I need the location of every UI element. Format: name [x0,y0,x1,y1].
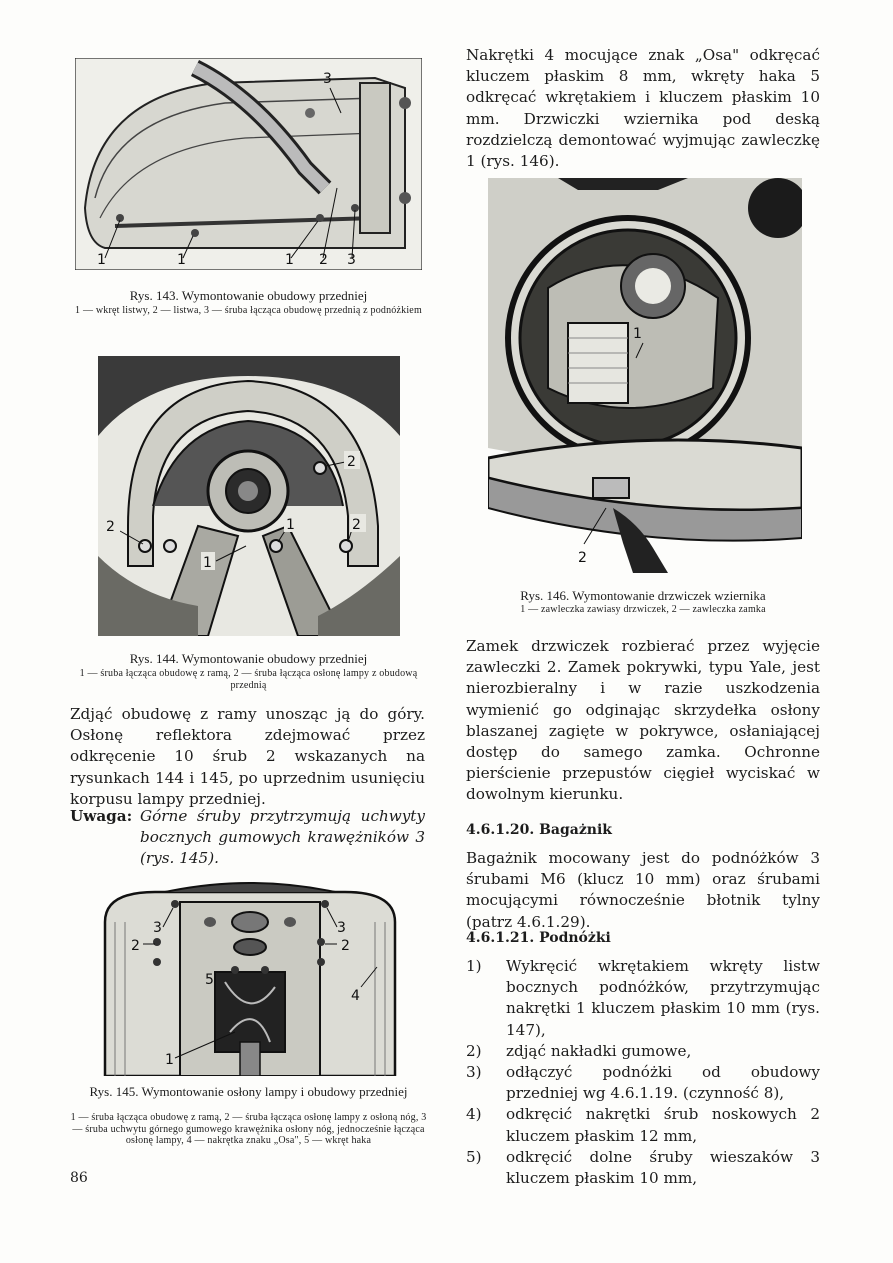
fig145-legend: 1 — śruba łącząca obudowę z ramą, 2 — śruba łącząca osłonę lampy z osłoną nóg, 3 — śruba uchwytu górnego gumowego krawężnika osłony nóg, jednocześnie łącząca osłonę lampy, 4 — nakrętka znaku „Osa", 5 — wkręt haka [70,1112,427,1146]
fig144-label: 2 [347,454,356,470]
section-heading-footrests: 4.6.1.21. Podnóżki [466,930,611,946]
figure-143-image [75,58,422,270]
fig144-legend: 1 — śruba łącząca obudowę z ramą, 2 — śruba łącząca osłonę lampy z obudową przednią [79,668,418,691]
fig143-label: 1 [97,252,106,268]
list-item: 2) zdjąć nakładki gumowe, [466,1041,692,1060]
fig145-label: 3 [337,920,346,936]
fig145-label: 1 [165,1052,174,1068]
paragraph-remove-cover: Zdjąć obudowę z ramy unosząc ją do góry. Osłonę reflektora zdejmować przez odkręcenie 10 śrub 2 wskazanych na rysunkach 144 i 145, po uprzednim usunięciu korpusu lampy przedniej. [70,705,425,808]
paragraph-luggage-rack: Bagażnik mocowany jest do podnóżków 3 śrubami M6 (klucz 10 mm) oraz śrubami mocującymi równocześnie błotnik tylny (patrz 4.6.1.29). [466,849,820,931]
list-item: 1) Wykręcić wkrętakiem wkręty listw bocznych podnóżków, przytrzymując nakrętki 1 kluczem płaskim 10 mm (rys. 147), [466,957,820,1039]
figure-145-image [95,882,405,1076]
figure-144-image [98,356,400,636]
fig144-label: 2 [352,517,361,533]
list-item: 4) odkręcić nakrętki śrub noskowych 2 kluczem płaskim 12 mm, [466,1105,820,1145]
note-text: Górne śruby przytrzymują uchwyty bocznych gumowych krawężników 3 (rys. 145). [140,807,425,868]
fig144-label: 1 [203,555,212,571]
fig145-label: 5 [205,972,214,988]
fig143-caption: Rys. 143. Wymontowanie obudowy przedniej [129,288,368,303]
fig143-legend: 1 — wkręt listwy, 2 — listwa, 3 — śruba łącząca obudowę przednią z podnóżkiem [75,305,422,316]
fig143-label: 1 [177,252,186,268]
fig145-label: 3 [153,920,162,936]
page-number: 86 [70,1170,88,1186]
fig146-legend: 1 — zawleczka zawiasy drzwiczek, 2 — zawleczka zamka [520,604,766,615]
list-item: 3) odłączyć podnóżki od obudowy przedniej wg 4.6.1.19. (czynność 8), [466,1063,820,1103]
paragraph-osa-sign: Nakrętki 4 mocujące znak „Osa" odkręcać kluczem płaskim 8 mm, wkręty haka 5 odkręcać wkrętakiem i kluczem płaskim 10 mm. Drzwiczki wziernika pod deską rozdzielczą demontować wyjmując zawleczkę 1 (rys. 146). [466,46,820,171]
fig145-label: 2 [131,938,140,954]
note-label: Uwaga: [70,807,133,825]
fig144-label: 2 [106,519,115,535]
fig146-label: 2 [578,550,587,566]
figure-146-image [488,178,802,580]
note [70,806,425,870]
fig143-label: 3 [347,252,356,268]
fig144-label: 1 [286,517,295,533]
fig146-label: 1 [633,326,642,342]
section-heading-luggage-rack: 4.6.1.20. Bagażnik [466,822,612,838]
fig146-caption: Rys. 146. Wymontowanie drzwiczek wziernika [520,588,766,603]
fig143-label: 3 [323,71,332,87]
paragraph-lock: Zamek drzwiczek rozbierać przez wyjęcie zawleczki 2. Zamek pokrywki, typu Yale, jest nierozbieralny i w razie uszkodzenia wymienić go odginając skrzydełka osłony blaszanej zagięte w pokrywce, osłaniającej dostęp do samego zamka. Ochronne pierścienie przepustów cięgieł wyciskać w dowolnym kierunku. [466,637,820,804]
fig145-caption: Rys. 145. Wymontowanie osłony lampy i obudowy przedniej [89,1084,408,1099]
fig145-label: 2 [341,938,350,954]
list-item: 5) odkręcić dolne śruby wieszaków 3 kluczem płaskim 10 mm, [466,1147,820,1188]
fig143-label: 1 [285,252,294,268]
fig144-caption: Rys. 144. Wymontowanie obudowy przedniej [129,651,368,666]
fig145-label: 4 [351,988,360,1004]
footrest-steps [466,956,820,1189]
fig143-label: 2 [319,252,328,268]
